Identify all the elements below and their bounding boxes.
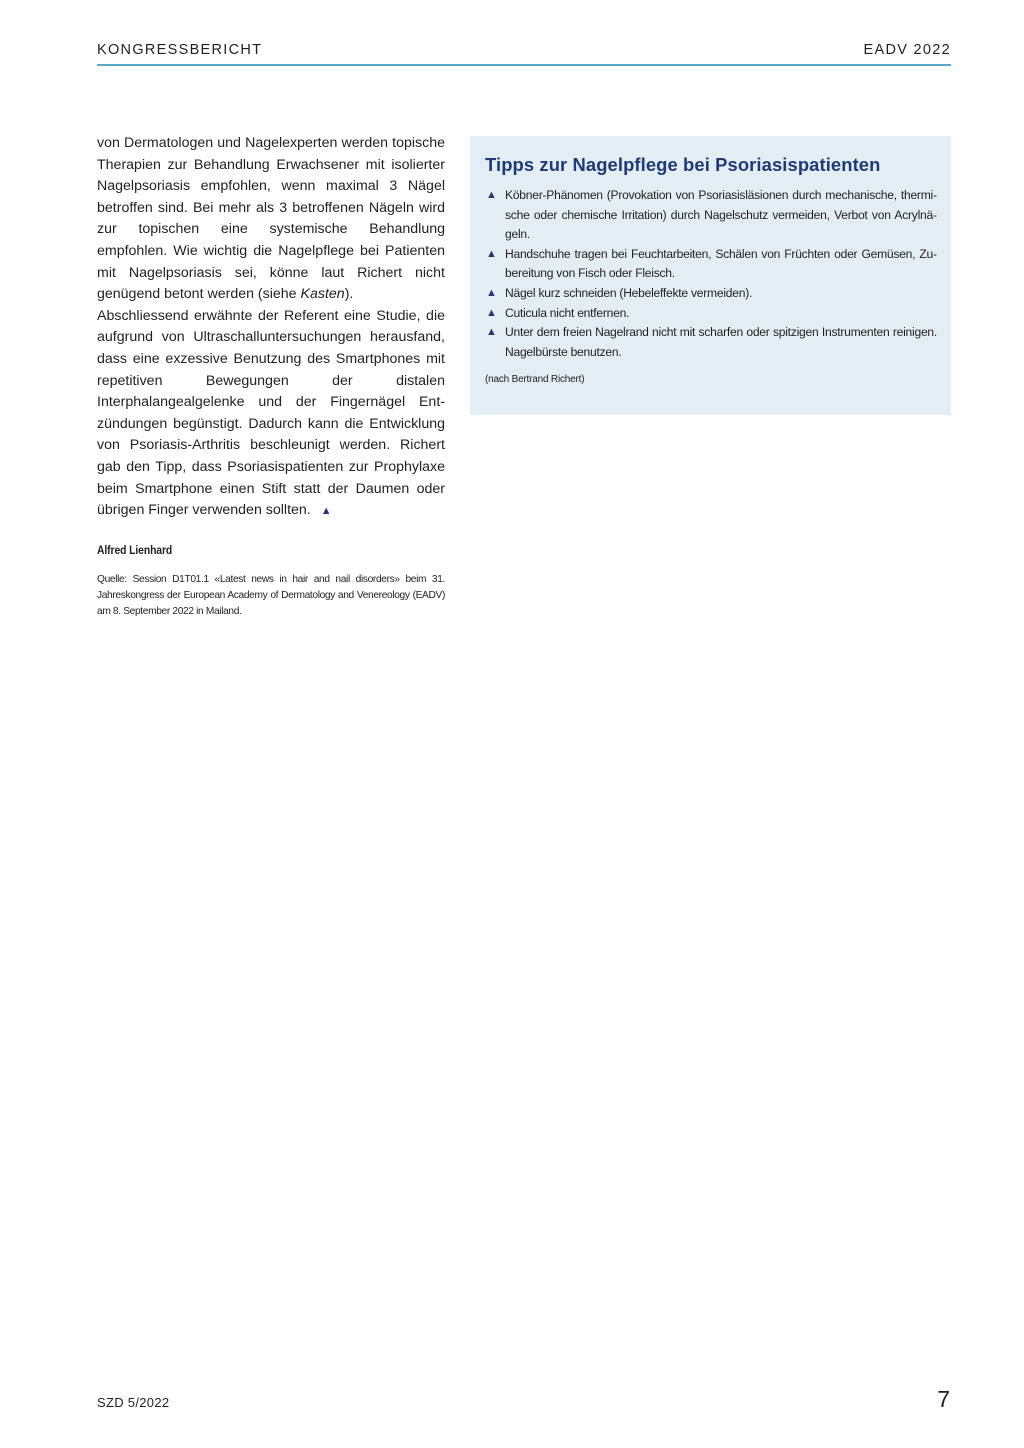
source-note: Quelle: Session D1T01.1 «Latest news in hair and nail disorders» beim 31. Jahreskongress der European Academy of Dermatology and Venereology (EADV) am 8. September 2022 in Mailand.	[97, 573, 445, 617]
list-item: ▲ Köbner-Phänomen (Provokation von Psoriasisläsionen durch mechanische, thermische oder chemische Irritation) durch Nagelschutz vermeiden, Verbot von Acrylnägeln.	[486, 188, 937, 242]
box-reference: Kasten	[300, 286, 345, 303]
tips-box-title: Tipps zur Nagelpflege bei Psoriasispatienten	[485, 154, 881, 175]
triangle-bullet-icon: ▲	[486, 326, 497, 339]
page-number: 7	[937, 1386, 950, 1412]
article-paragraph-1: von Dermatologen und Nagelexperten werden topische Therapien zur Behandlung Erwachsener mit isolierter Nagelpsoriasis empfohlen, wenn maximal 3 Nägel betroffen sind. Bei mehr als 3 betroffenen Nägeln wird zur topischen eine systemische Behandlung empfohlen. Wie wichtig die Nagelpflege bei Patienten mit Nagelpsoriasis sei, könne laut Richert nicht genügend betont werden (siehe Kasten).	[97, 135, 445, 303]
section-label: KONGRESSBERICHT	[97, 42, 263, 58]
article-column	[97, 133, 445, 620]
issue-label: SZD 5/2022	[97, 1395, 170, 1410]
article-end-triangle-icon: ▲	[320, 505, 332, 518]
running-header	[97, 40, 951, 66]
triangle-bullet-icon: ▲	[486, 247, 497, 260]
list-item: ▲ Handschuhe tragen bei Feuchtarbeiten, Schälen von Früchten oder Gemüsen, Zubereitung von Fisch oder Fleisch.	[486, 246, 937, 281]
tips-list	[485, 186, 937, 362]
triangle-bullet-icon: ▲	[486, 189, 497, 201]
triangle-bullet-icon: ▲	[486, 306, 497, 319]
list-item: ▲ Cuticula nicht entfernen.	[485, 304, 937, 324]
tips-box	[470, 136, 951, 415]
list-item: ▲ Nägel kurz schneiden (Hebeleffekte vermeiden).	[485, 284, 937, 304]
triangle-bullet-icon: ▲	[486, 286, 497, 299]
tips-credit: (nach Bertrand Richert)	[485, 374, 585, 386]
event-label: EADV 2022	[863, 42, 951, 58]
author-name: Alfred Lienhard	[97, 544, 173, 557]
list-item: ▲ Unter dem freien Nagelrand nicht mit scharfen oder spitzigen Instrumenten reinigen. Nagelbürste benutzen.	[486, 325, 937, 359]
article-paragraph-2: Abschliessend erwähnte der Referent eine Studie, die aufgrund von Ultraschalluntersuchungen herausfand, dass eine exzessive Benutzung des Smartphones mit repetitiven Bewegungen der distalen Interphalangealgelenke und der Fingernägel Entzündungen begünstigt. Dadurch kann die Entwicklung von Psoriasis-Arthritis beschleunigt werden. Richert gab den Tipp, dass Psoriasispatienten zur Prophylaxe beim Smartphone einen Stift statt der Daumen oder übrigen Finger verwenden sollten. ▲	[97, 307, 445, 519]
